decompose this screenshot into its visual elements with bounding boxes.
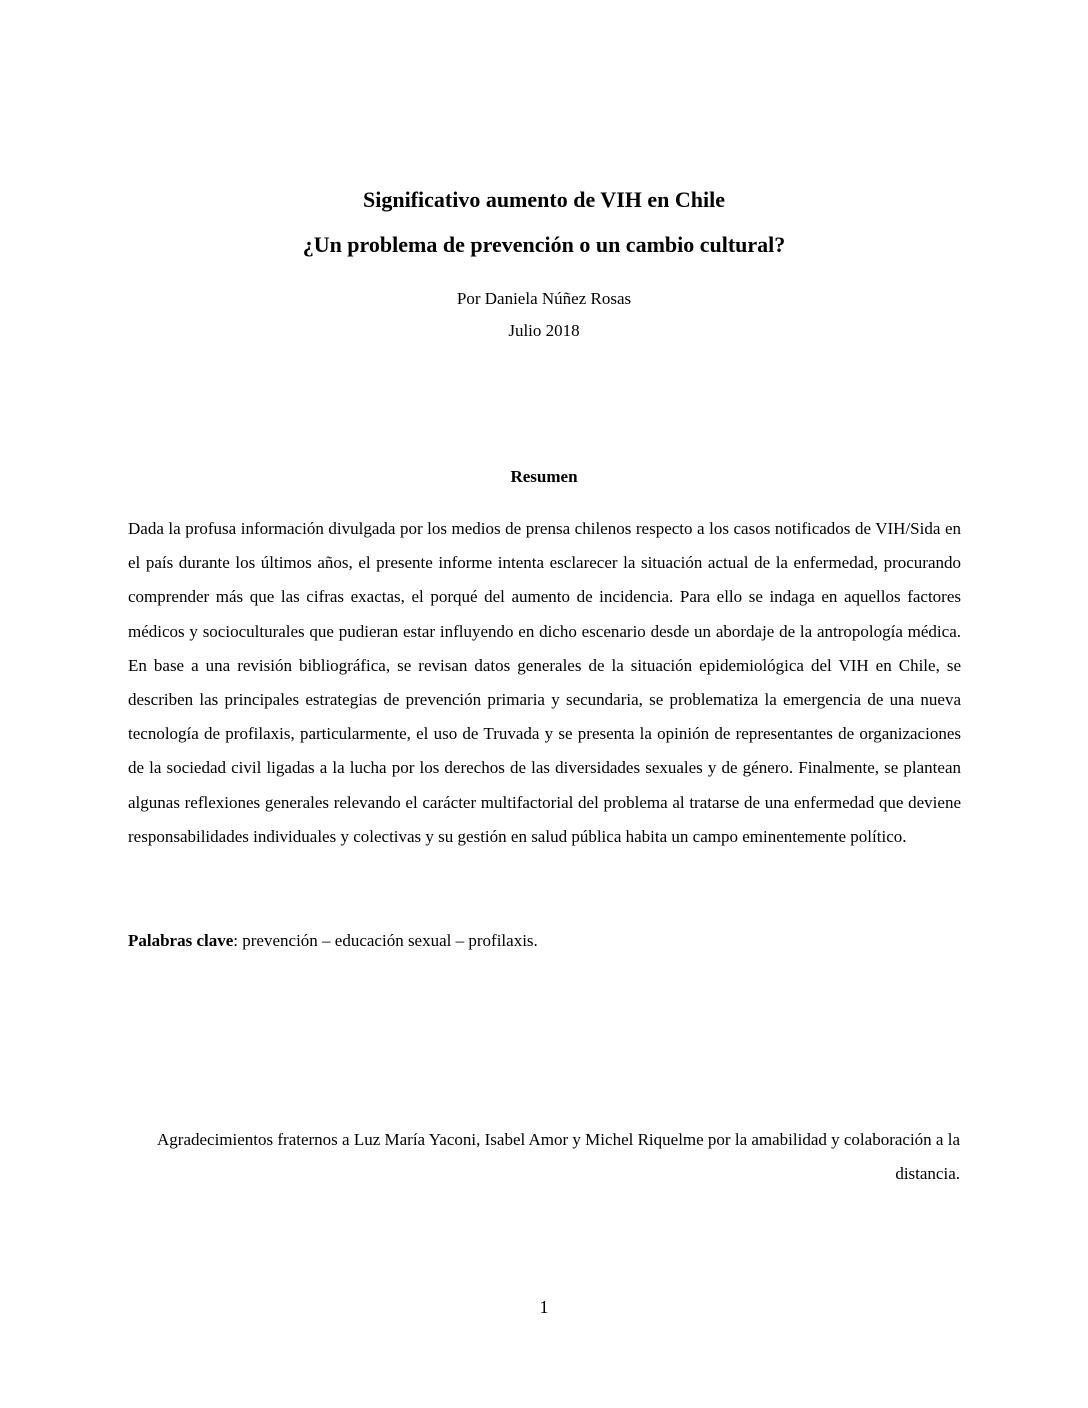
page-number: 1 xyxy=(539,1297,549,1317)
abstract-paragraph: Dada la profusa información divulgada por los medios de prensa chilenos respecto a los casos notificados de VIH/Sida en el país durante los últimos años, el presente informe intenta esclarecer la situación actual de la enfermedad, procurando comprender más que las cifras exactas, el porqué del aumento de incidencia. Para ello se indaga en aquellos factores médicos y socioculturales que pudieran estar influyendo en dicho escenario desde un abordaje de la antropología médica. En base a una revisión bibliográfica, se revisan datos generales de la situación epidemiológica del VIH en Chile, se describen las principales estrategias de prevención primaria y secundaria, se problematiza la emergencia de una nueva tecnología de profilaxis, particularmente, el uso de Truvada y se presenta la opinión de representantes de organizaciones de la sociedad civil ligadas a la lucha por los derechos de las diversidades sexuales y de género. Finalmente, se plantean algunas reflexiones generales relevando el carácter multifactorial del problema al tratarse de una enfermedad que deviene responsabilidades individuales y colectivas y su gestión en salud pública habita un campo eminentemente político. xyxy=(128,519,961,846)
acknowledgement-paragraph: Agradecimientos fraternos a Luz María Yaconi, Isabel Amor y Michel Riquelme por la amabilidad y colaboración a la distancia. xyxy=(157,1130,960,1183)
keywords-label: Palabras clave xyxy=(128,931,234,950)
author-line: Por Daniela Núñez Rosas xyxy=(456,289,632,308)
keywords-line xyxy=(128,930,961,952)
abstract-heading: Resumen xyxy=(510,467,578,486)
document-title: Significativo aumento de VIH en Chile xyxy=(362,187,725,212)
document-subtitle: ¿Un problema de prevención o un cambio cultural? xyxy=(302,232,786,257)
keywords-text: : prevención – educación sexual – profilaxis. xyxy=(233,931,538,950)
date-line: Julio 2018 xyxy=(508,321,580,340)
